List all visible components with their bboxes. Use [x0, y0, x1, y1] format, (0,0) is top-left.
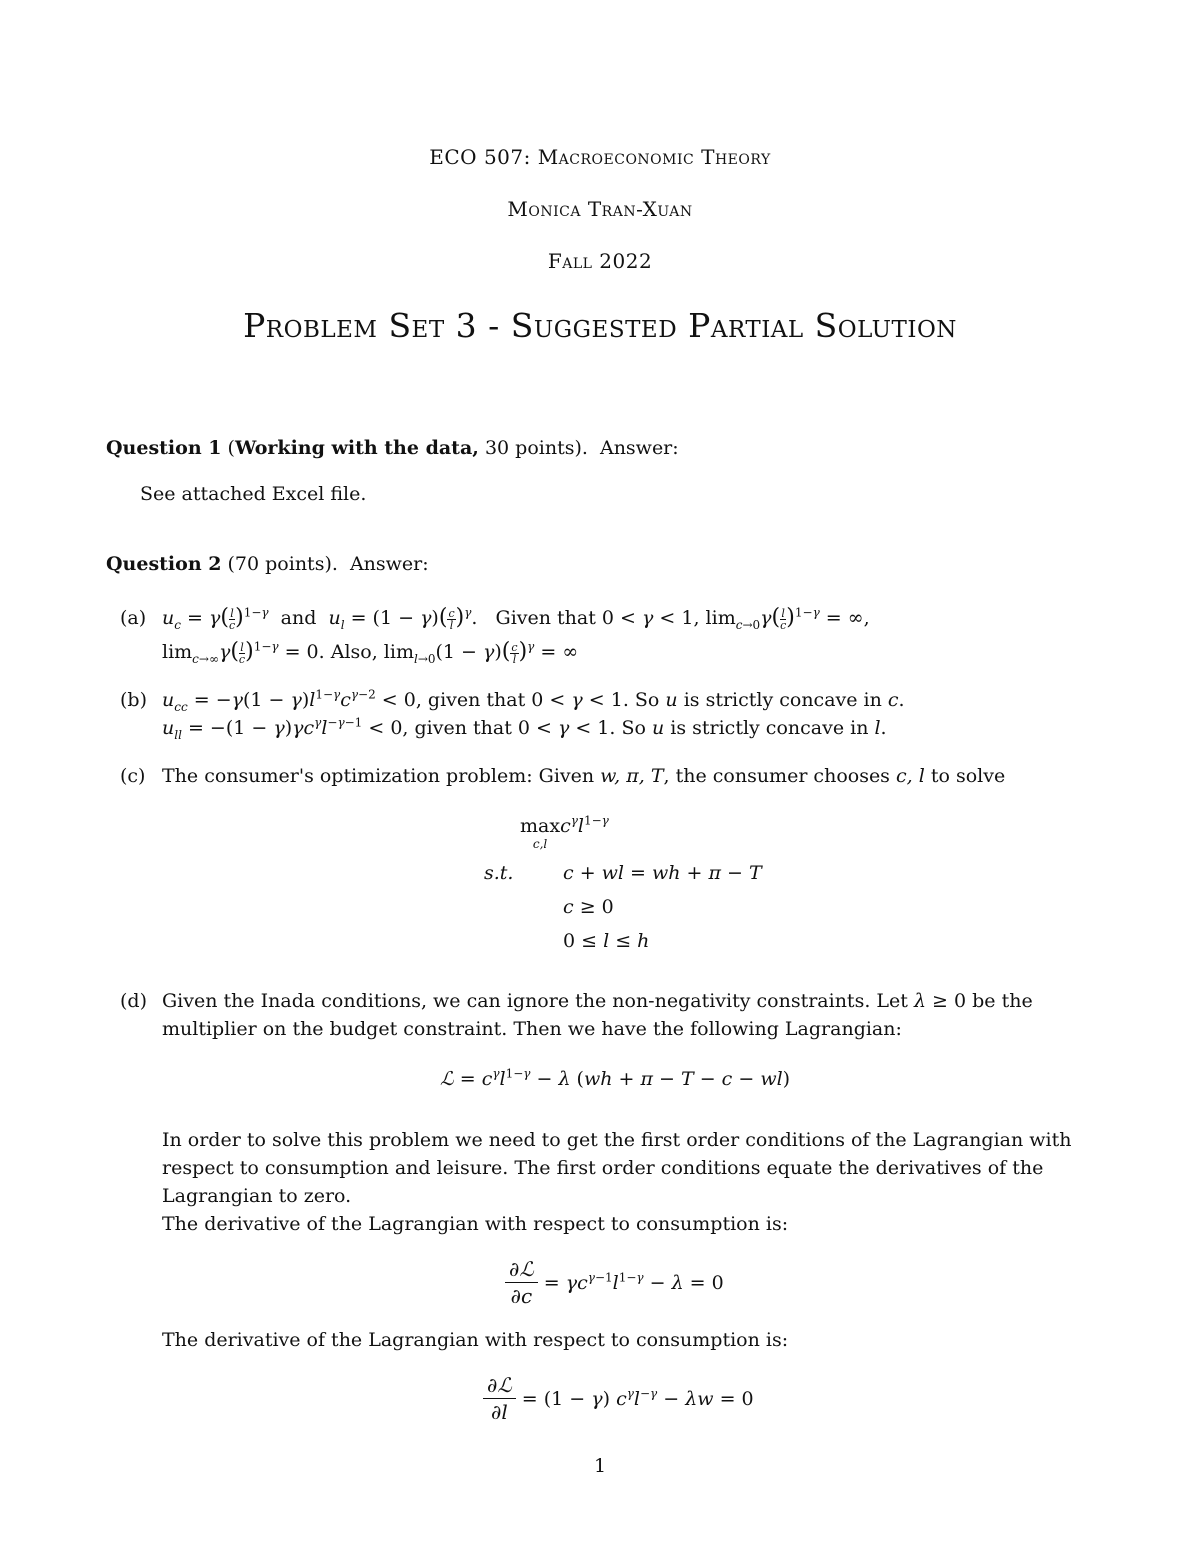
course-title: ECO 507: Macroeconomic Theory — [429, 145, 771, 169]
question-1-points: 30 points). — [484, 437, 588, 459]
question-1-body: See attached Excel file. — [140, 483, 367, 505]
question-1-answer: Answer: — [599, 437, 679, 459]
budget-constraint: c + wl = wh + π − T — [563, 862, 762, 884]
part-b-line-1: (b) $u_{cc} = -\gamma(1 - \gamma)l^{1-\gamma}c^{\gamma-2} < 0$, given that 0 < γ < 1. So u is strictly concave in c. — [120, 687, 905, 714]
part-b-label: (b) — [120, 689, 147, 711]
part-c-label: (c) — [120, 765, 146, 787]
part-c-text: (c) The consumer's optimization problem: Given w, π, T, the consumer chooses c, l to solve — [120, 762, 1005, 790]
part-d-line-1: (d) Given the Inada conditions, we can ignore the non-negativity constraints. Let λ ≥ 0 be the — [120, 987, 1033, 1015]
question-2-answer: Answer: — [349, 553, 429, 575]
foc-paragraph-line-1: In order to solve this problem we need to get the first order conditions of the Lagrangian with — [162, 1129, 1072, 1151]
subject-to-label: s.t. — [484, 862, 514, 884]
question-1-topic: Working with the data, — [234, 437, 479, 459]
leisure-bounds: 0 ≤ l ≤ h — [563, 930, 650, 952]
part-a-line-2: $\lim_{c\to\infty}\gamma$( $\frac{l}{c}$ )$^{1-\gamma}$ = 0. Also, $\lim_{l\to 0}(1 - \gamma)$( $\frac{c}{l}$ )$^\gamma$ = ∞ — [162, 639, 579, 666]
author-name: Monica Tran-Xuan — [507, 197, 693, 221]
derivative-consumption-text: The derivative of the Lagrangian with respect to consumption is: — [162, 1213, 789, 1235]
part-b-line-2: $u_{ll} = -(1 - \gamma)\gamma c^\gamma l^{-\gamma-1} < 0$, given that 0 < γ < 1. So u is strictly concave in l. — [162, 715, 887, 742]
derivative-leisure-text: The derivative of the Lagrangian with respect to consumption is: — [162, 1329, 789, 1351]
objective-max: max $^{c,l}c^\gamma l^{1-\gamma}$ — [520, 813, 609, 851]
foc-paragraph-line-3: Lagrangian to zero. — [162, 1185, 352, 1207]
part-d-line-2: multiplier on the budget constraint. Then we have the following Lagrangian: — [162, 1018, 902, 1040]
page-number: 1 — [593, 1455, 607, 1477]
nonneg-consumption: c ≥ 0 — [563, 896, 614, 918]
question-1-label: Question 1 — [106, 437, 222, 459]
term: Fall 2022 — [547, 249, 653, 273]
part-d-label: (d) — [120, 990, 147, 1012]
question-2-heading — [106, 550, 429, 578]
part-a-line-1: (a) $u_c = \gamma$( $\frac{l}{c}$ )$^{1-\gamma}$ and $u_l = (1 - \gamma)$( $\frac{c}{l}$ )$^\gamma$. Given that 0 < γ < 1, $\lim_{c\to 0}\gamma$( $\frac{l}{c}$ )$^{1-\gamma}$ = ∞, — [120, 605, 870, 632]
foc-consumption-equation: $\frac{\text{∂ℒ}}{\partial c}$ = $\gamma c^{\gamma-1}l^{1-\gamma} - \lambda = 0$ — [505, 1256, 724, 1309]
part-a-label: (a) — [120, 607, 147, 629]
question-2-points: (70 points). — [227, 553, 338, 575]
foc-leisure-equation: $\frac{\text{∂ℒ}}{\partial l}$ = (1 − γ) $c^\gamma l^{-\gamma} - \lambda w = 0$ — [483, 1372, 754, 1425]
document-title: Problem Set 3 - Suggested Partial Solution — [243, 306, 957, 345]
foc-paragraph-line-2: respect to consumption and leisure. The first order conditions equate the derivatives of the — [162, 1157, 1044, 1179]
question-1-heading: Question 1 (Working with the data, 30 points). Answer: — [106, 437, 679, 459]
question-2-label: Question 2 — [106, 553, 222, 575]
lagrangian-equation: ℒ = $c^\gamma l^{1-\gamma} - \lambda$ (wh + π − T − c − wl) — [440, 1066, 791, 1090]
